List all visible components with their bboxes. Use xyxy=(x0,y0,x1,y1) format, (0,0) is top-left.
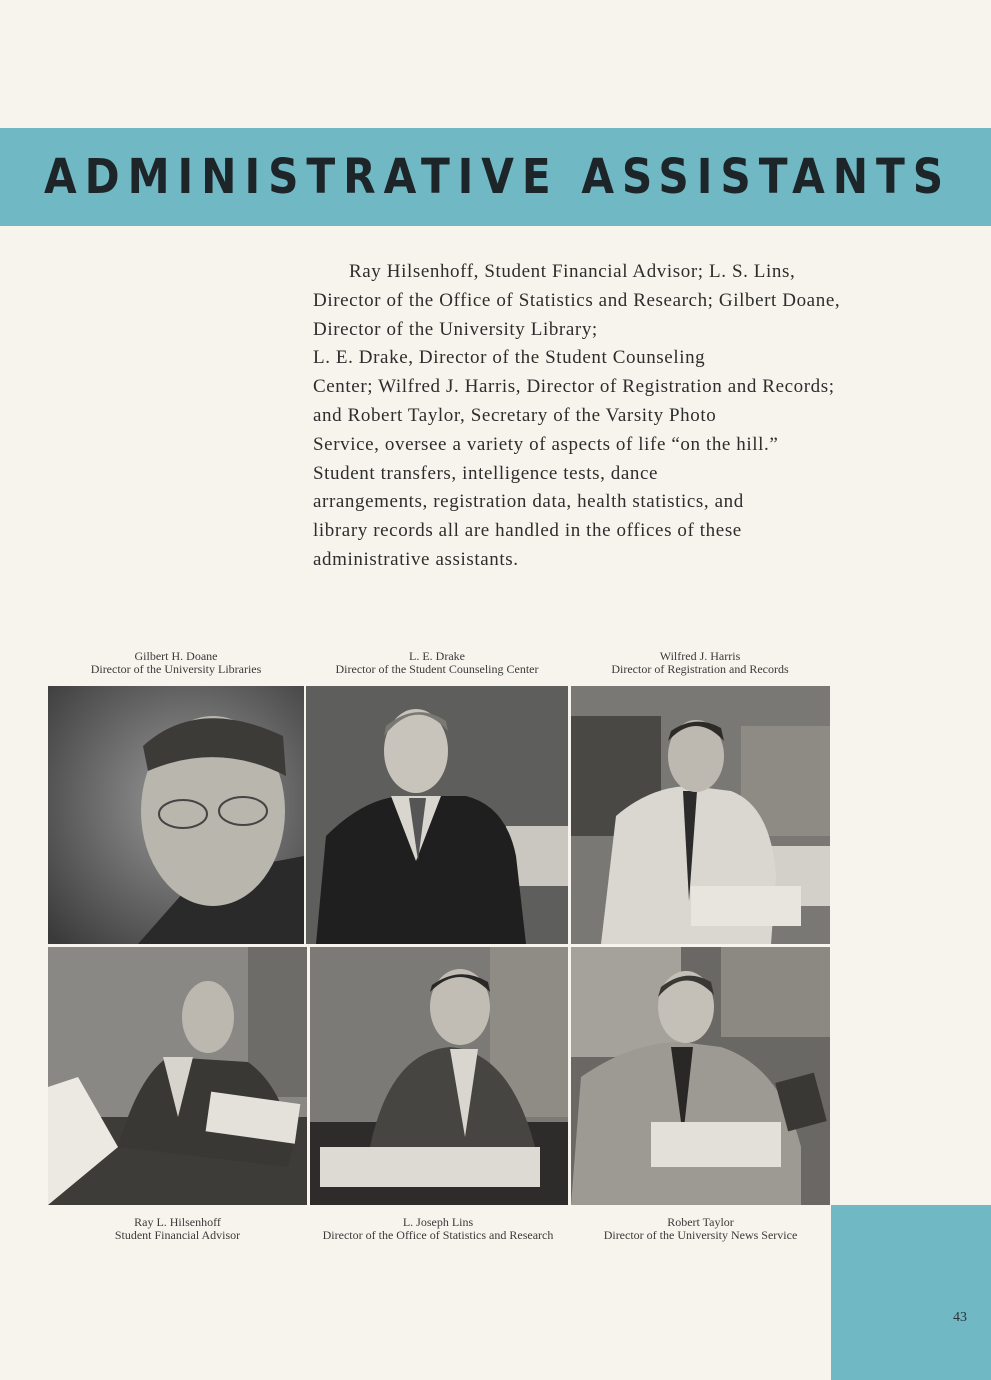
intro-line: arrangements, registration data, health statistics, and xyxy=(313,491,744,513)
intro-line: and Robert Taylor, Secretary of the Varsity Photo xyxy=(313,404,717,426)
caption-role: Director of the University Libraries xyxy=(90,662,262,676)
intro-line: Center; Wilfred J. Harris, Director of Registration and Records; xyxy=(313,376,835,398)
portrait-hilsenhoff-photo xyxy=(48,947,307,1205)
intro-line: Director of the University Library; xyxy=(313,318,598,340)
intro-line: library records all are handled in the offices of these xyxy=(313,520,742,542)
portrait-taylor-photo xyxy=(571,947,830,1205)
caption-name: Ray L. Hilsenhoff xyxy=(134,1215,221,1229)
caption-name: Wilfred J. Harris xyxy=(659,649,741,663)
caption-role: Director of the Office of Statistics and Research xyxy=(322,1228,554,1242)
caption-doane xyxy=(48,650,304,676)
intro-line: Ray Hilsenhoff, Student Financial Advisor; L. S. Lins, xyxy=(349,261,796,282)
caption-name: Robert Taylor xyxy=(667,1215,734,1229)
caption-hilsenhoff xyxy=(48,1216,307,1242)
portrait-doane-photo xyxy=(48,686,304,944)
corner-tab xyxy=(831,1205,991,1380)
portrait-lins-photo xyxy=(310,947,568,1205)
intro-line: administrative assistants. xyxy=(313,548,519,570)
caption-taylor xyxy=(571,1216,830,1242)
caption-lins xyxy=(306,1216,570,1242)
caption-name: Gilbert H. Doane xyxy=(134,649,218,663)
caption-name: L. E. Drake xyxy=(409,649,465,663)
caption-harris xyxy=(570,650,830,676)
intro-line: Student transfers, intelligence tests, dance xyxy=(313,462,659,484)
page-title: ADMINISTRATIVE ASSISTANTS xyxy=(44,149,952,205)
caption-role: Director of the University News Service xyxy=(603,1228,798,1242)
portrait-harris-photo xyxy=(571,686,830,944)
caption-role: Director of the Student Counseling Center xyxy=(335,662,539,676)
page-number: 43 xyxy=(953,1310,967,1325)
caption-drake xyxy=(306,650,568,676)
caption-role: Student Financial Advisor xyxy=(114,1228,241,1242)
caption-name: L. Joseph Lins xyxy=(402,1215,474,1229)
intro-line: Service, oversee a variety of aspects of life “on the hill.” xyxy=(313,433,779,455)
intro-paragraph xyxy=(313,258,873,575)
caption-role: Director of Registration and Records xyxy=(611,662,789,676)
intro-line: Director of the Office of Statistics and Research; Gilbert Doane, xyxy=(313,289,841,311)
intro-line: L. E. Drake, Director of the Student Counseling xyxy=(313,347,706,369)
portrait-drake-photo xyxy=(306,686,568,944)
